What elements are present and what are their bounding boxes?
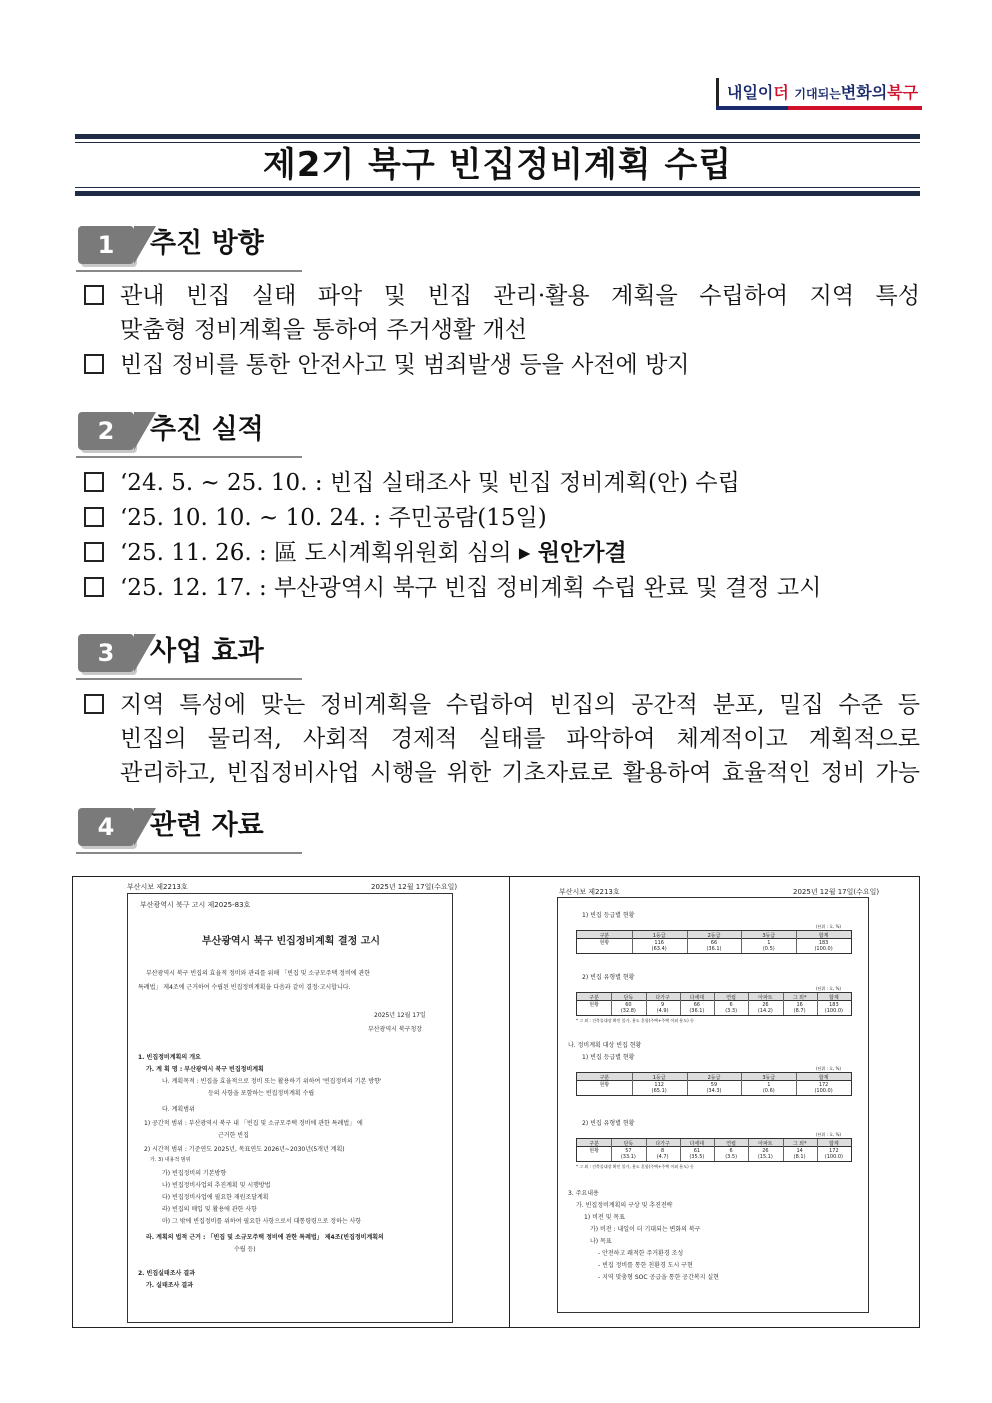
table-header-cell: 구분 (589, 995, 599, 1001)
type-table-1 (576, 992, 852, 1016)
result-item-1: ‘24. 5. ~ 25. 10. : 빈집 실태조사 및 빈집 정비계획(안) 수립 (84, 466, 924, 500)
table-cell: 현황 (599, 1082, 610, 1088)
result-item-4: ‘25. 12. 17. : 부산광역시 북구 빈집 정비계획 수립 완료 및 결정 고시 (84, 571, 924, 605)
table-cell: 현황 (589, 1002, 599, 1008)
table-header-cell: 구분 (589, 1141, 599, 1147)
table-cell: 8 (4.7) (656, 1148, 669, 1160)
table-header-cell: 구분 (599, 933, 610, 939)
direction-item-1: 관내 빈집 실태 파악 및 빈집 관리·활용 계획을 수립하여 지역 특성 맞춤형 정비계획을 통하여 주거생활 개선 (84, 279, 924, 347)
checkbox-icon (84, 472, 104, 492)
table-cell: 9 (4.9) (656, 1002, 669, 1014)
logo-underline (716, 106, 922, 110)
section-header-2: 2 추진 실적 (76, 408, 326, 458)
table-header-cell: 그 외* (792, 995, 807, 1001)
result-item-3: ‘25. 11. 26. : 區 도시계획위원회 심의 ▸ 원안가결 (84, 536, 924, 570)
table-header-cell: 합계 (829, 1141, 839, 1147)
table-header-cell: 3등급 (762, 933, 776, 939)
table-cell: 57 (33.1) (620, 1148, 636, 1160)
table-cell: 183 (100.0) (814, 940, 833, 952)
result-item-2: ‘25. 10. 10. ~ 10. 24. : 주민공람(15일) (84, 501, 924, 535)
grade-table-1 (576, 930, 852, 954)
table-cell: 60 (32.8) (620, 1002, 636, 1014)
table-header-cell: 아파트 (758, 1141, 773, 1147)
table-cell: 66 (36.1) (689, 1002, 705, 1014)
table-header-cell: 그 외* (792, 1141, 807, 1147)
checkbox-icon (84, 507, 104, 527)
table-cell: 183 (100.0) (824, 1002, 843, 1014)
table-header-cell: 다가구 (655, 1141, 670, 1147)
table-header-cell: 아파트 (758, 995, 773, 1001)
table-header-cell: 합계 (818, 1075, 829, 1081)
table-header-cell: 단독 (623, 1141, 634, 1147)
table-header-cell: 1등급 (652, 1075, 666, 1081)
table-header-cell: 다세대 (689, 995, 705, 1001)
table-cell: 116 (63.4) (651, 940, 667, 952)
checkbox-icon (84, 542, 104, 562)
table-header-cell: 2등급 (707, 1075, 721, 1081)
related-documents: 부산시보 제2213호 2025년 12월 17일(수요일) 부산광역시 북구 고시 제2025-83호 부산광역시 북구 빈집정비계획 결정 고시 부산광역시 북구 빈집의 효율적 정비와 관리를 위해 「빈집 및 소규모주택 정비에 관한 특례법」 제4조에 근거하여 수립된 빈집정비계획을 다음과 같이 결정·고시합니다. 2025년 12월 17일 부산광역시 북구청장 1. 빈집정비계획의 개요 가. 계 획 명 : 부산광역시 북구 빈집정비계획 나. 계획목적 : 빈집을 효율적으로 정비 또는 활용하기 위하여 '빈집정비의 기본 방향' 등의 사항을 포함하는 빈집정비계획 수립 다. 계획범위 1) 공간적 범위 : 부산광역시 북구 내 「빈집 및 소규모주택 정비에 관한 특례법」 에 근거한 빈집 2) 시간적 범위 : 기준연도 2025년, 목표연도 2026년~2030년(5개년 계획) 가. 3) 내용적 범위 가) 빈집정비의 기본방향 나) 빈집정비사업의 추진계획 및 시행방법 다) 빈집정비사업에 필요한 재원조달계획 라) 빈집의 매입 및 활용에 관한 사항 마) 그 밖에 빈집정비를 위하여 필요한 사항으로서 대통령령으로 정하는 사항 라. 계획의 법적 근거 : 「빈집 및 소규모주택 정비에 관한 특례법」 제4조(빈집정비계획의 수립 등) 2. 빈집실태조사 결과 가. 실태조사 결과 부산시보 제2213호 2025년 12월 17일(수요일) 1) 빈집 등급별 현황 (단위 : 호, %) 구분 1등급 2등급 3등급 합계 현황 116 (63.4) 66 (36.1) 1 (0.5) 183 (100.0) 2) 빈집 유형별 현황 (단위 : 호, %) 구분 단독 다가구 다세대 연립 아파트 그 외* 합계 현황 60 (32.8) 9 (4.9) 66 (36.1) 6 (3.3) 26 (14.2) 16 (8.7) 183 (100.0) * 그 외 : 건축물대장 확인 불가, 용도 혼합(주택+주택 이외 용도) 등 나. 정비계획 대상 빈집 현황 1) 빈집 등급별 현황 (단위 : 호, %) 구분 1등급 2등급 3등급 합계 현황 112 (65.1) 59 (34.3) 1 (0.6) 172 (100.0) 2) 빈집 유형별 현황 (단위 : 호, %) 구분 단독 다가구 다세대 연립 아파트 그 외* 합계 현황 57 (33.1) 8 (4.7) 61 (35.5) 6 (3.5) 26 (15.1) 14 (8.1) 172 (100.0) * 그 외 : 건축물대장 확인 불가, 용도 혼합(주택+주택 이외 용도) 등 3. 주요내용 가. 빈집정비계획의 구상 및 추진전략 1) 비전 및 목표 가) 비전 : 내일이 더 기대되는 변화의 북구 나) 목표 - 안전하고 쾌적한 주거환경 조성 - 빈집 정비를 통한 친환경 도시 구현 - 지역 맞춤형 SOC 공급을 통한 공간복지 실현 (72, 876, 920, 1328)
direction-item-2: 빈집 정비를 통한 안전사고 및 범죄발생 등을 사전에 방지 (84, 348, 924, 382)
table-header-cell: 구분 (599, 1075, 610, 1081)
table-header-cell: 합계 (818, 933, 829, 939)
section-header-3: 3 사업 효과 (76, 630, 326, 680)
checkbox-icon (84, 285, 104, 305)
table-header-cell: 2등급 (707, 933, 721, 939)
type-table-2 (576, 1138, 852, 1162)
table-cell: 59 (34.3) (706, 1082, 722, 1094)
checkbox-icon (84, 354, 104, 374)
table-header-cell: 다세대 (689, 1141, 705, 1147)
table-cell: 16 (8.7) (793, 1002, 806, 1014)
table-header-cell: 3등급 (762, 1075, 776, 1081)
table-cell: 66 (36.1) (706, 940, 722, 952)
page-title: 제2기 북구 빈집정비계획 수립 (262, 145, 733, 185)
table-header-cell: 연립 (726, 995, 736, 1001)
table-cell: 26 (15.1) (757, 1148, 773, 1160)
grade-table-2 (576, 1072, 852, 1096)
checkbox-icon (84, 694, 104, 714)
table-cell: 14 (8.1) (793, 1148, 806, 1160)
table-header-cell: 단독 (623, 995, 634, 1001)
table-cell: 1 (0.6) (762, 1082, 775, 1094)
table-cell: 26 (14.2) (757, 1002, 773, 1014)
table-cell: 112 (65.1) (651, 1082, 667, 1094)
table-header-cell: 합계 (829, 995, 839, 1001)
table-header-cell: 다가구 (655, 995, 670, 1001)
table-header-cell: 1등급 (652, 933, 666, 939)
brand-logo: 내일이더 기대되는변화의북구 (716, 78, 922, 108)
table-cell: 61 (35.5) (689, 1148, 705, 1160)
section-header-4: 4 관련 자료 (76, 804, 326, 854)
section-header-1: 1 추진 방향 (76, 222, 326, 272)
table-header-cell: 연립 (726, 1141, 736, 1147)
table-cell: 현황 (599, 940, 610, 946)
table-cell: 172 (100.0) (814, 1082, 833, 1094)
table-cell: 현황 (589, 1148, 599, 1154)
page-title-box (75, 134, 920, 196)
table-cell: 172 (100.0) (824, 1148, 843, 1160)
table-cell: 6 (3.5) (725, 1148, 738, 1160)
effect-item: 지역 특성에 맞는 정비계획을 수립하여 빈집의 공간적 분포, 밀집 수준 등 빈집의 물리적, 사회적 경제적 실태를 파악하여 체계적이고 계획적으로 관리하고, 빈집정비사업 시행을 위한 기초자료로 활용하여 효율적인 정비 가능 (84, 688, 924, 790)
table-cell: 1 (0.5) (762, 940, 775, 952)
checkbox-icon (84, 577, 104, 597)
table-cell: 6 (3.3) (725, 1002, 738, 1014)
